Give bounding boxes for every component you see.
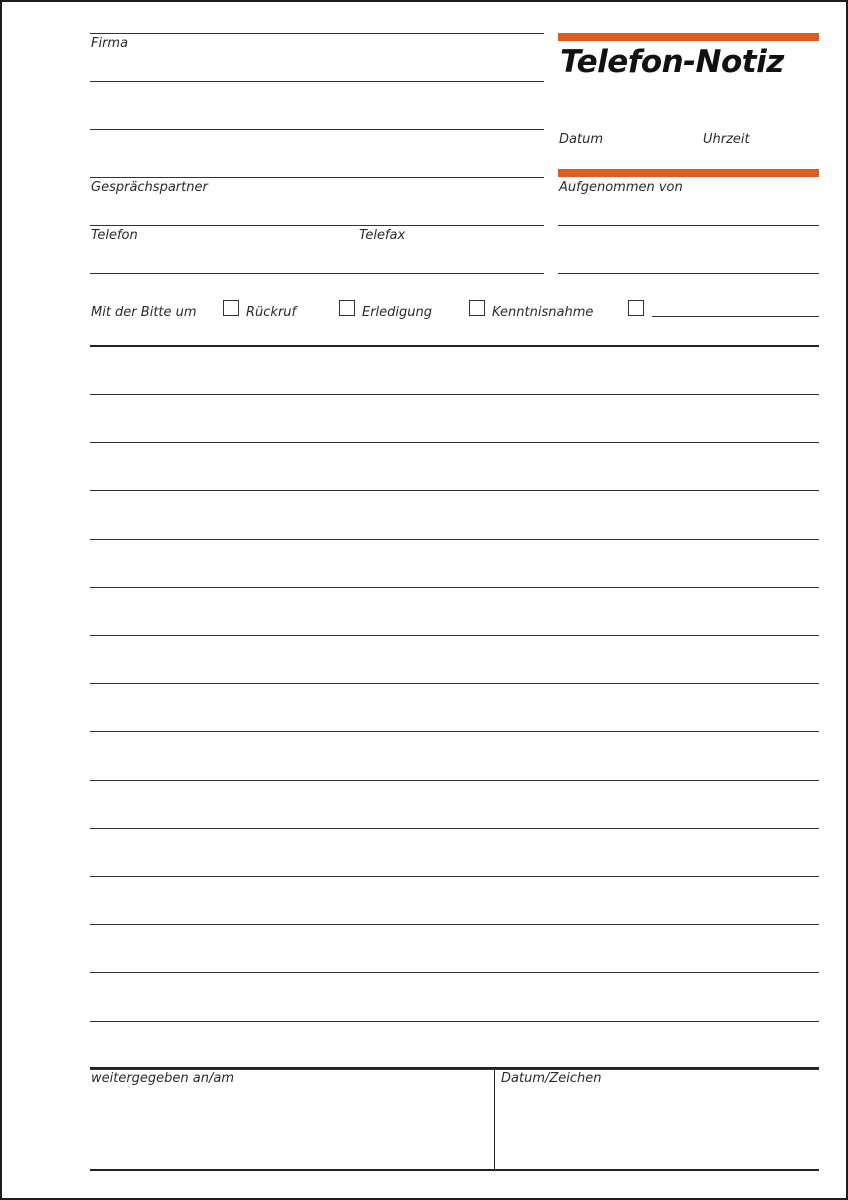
note-line[interactable] xyxy=(90,972,819,973)
rueckruf-label: Rückruf xyxy=(246,305,297,320)
firma-line-2[interactable] xyxy=(90,129,544,130)
aufgenommen-von-label: Aufgenommen von xyxy=(559,180,683,195)
notes-top-rule xyxy=(90,345,819,347)
note-line[interactable] xyxy=(90,924,819,925)
datum-zeichen-label: Datum/Zeichen xyxy=(501,1071,602,1086)
aufgenommen-von-line-1[interactable] xyxy=(558,225,819,226)
firma-label: Firma xyxy=(91,36,129,51)
note-line[interactable] xyxy=(90,394,819,395)
footer-divider xyxy=(494,1067,495,1170)
uhrzeit-label: Uhrzeit xyxy=(703,132,750,147)
kenntnisnahme-checkbox[interactable] xyxy=(469,300,485,316)
telefax-label: Telefax xyxy=(359,228,406,243)
gespraechspartner-label: Gesprächspartner xyxy=(91,180,208,195)
kenntnisnahme-label: Kenntnisnahme xyxy=(492,305,594,320)
note-line[interactable] xyxy=(90,780,819,781)
note-line[interactable] xyxy=(90,876,819,877)
erledigung-checkbox[interactable] xyxy=(339,300,355,316)
title-accent-bar xyxy=(558,33,819,41)
rueckruf-checkbox[interactable] xyxy=(223,300,239,316)
footer-bottom-rule xyxy=(90,1169,819,1171)
aufgenommen-von-line-2[interactable] xyxy=(558,273,819,274)
datum-label: Datum xyxy=(559,132,603,147)
form-title: Telefon-Notiz xyxy=(560,44,784,80)
firma-line-3[interactable] xyxy=(90,177,544,178)
other-checkbox[interactable] xyxy=(628,300,644,316)
weitergegeben-label: weitergegeben an/am xyxy=(91,1071,235,1086)
note-line[interactable] xyxy=(90,731,819,732)
note-line[interactable] xyxy=(90,828,819,829)
note-line[interactable] xyxy=(90,539,819,540)
datum-accent-bar xyxy=(558,169,819,177)
erledigung-label: Erledigung xyxy=(362,305,433,320)
note-line[interactable] xyxy=(90,490,819,491)
telefon-telefax-line[interactable] xyxy=(90,273,544,274)
note-line[interactable] xyxy=(90,587,819,588)
firma-line-1[interactable] xyxy=(90,81,544,82)
note-line[interactable] xyxy=(90,1021,819,1022)
note-line[interactable] xyxy=(90,635,819,636)
request-label: Mit der Bitte um xyxy=(91,305,197,320)
note-line[interactable] xyxy=(90,683,819,684)
firma-top-rule xyxy=(90,33,544,34)
telefon-label: Telefon xyxy=(91,228,138,243)
footer-top-rule xyxy=(90,1067,819,1069)
note-line[interactable] xyxy=(90,1069,819,1070)
note-line[interactable] xyxy=(90,442,819,443)
other-request-line[interactable] xyxy=(652,316,819,317)
gespraechspartner-line[interactable] xyxy=(90,225,544,226)
